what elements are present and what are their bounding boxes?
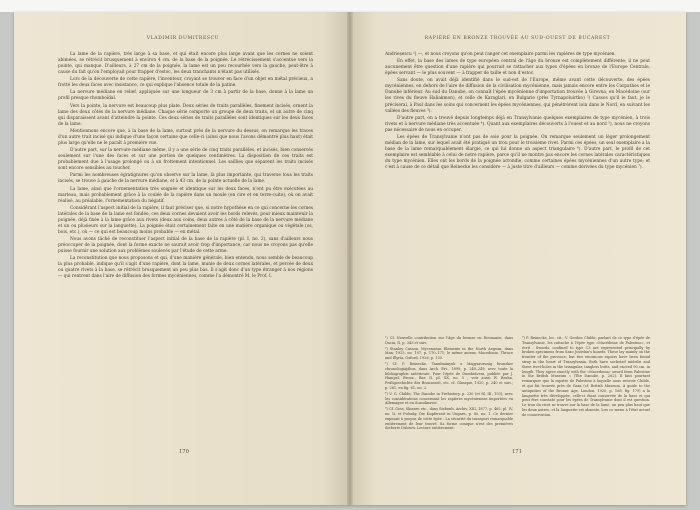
paragraph: En effet, la base des lames de type européen central de l'âge du bronze est complètement différente; il ne peut aucunement être question d'une rapière qui pourrait se rattacher aux types d'épées en bronze de l'Europe Centrale, épées servant — le plus souvent — à frapper de taille et non d'estoc. — [385, 59, 650, 77]
paragraph: D'autre part, sur la nervure médiane même, il y a une série de cinq traits parallèles, et incisés, bien conservés seulement sur l'une des faces et sur une portion de quelques centimètres. La disposition de ces traits est probablement due à l'usage prolongé ou à un frottement intentionnel. Les saillies que séparent les traits incisés sont encore sensibles au toucher. — [58, 148, 313, 172]
left-page-number: 170 — [179, 449, 189, 455]
paragraph: La lame de la rapière, très large à sa base, et qui était encore plus large avant que les cornes ne soient abimées, se rétrécit brusquement à environ 4 cm. de la base de la poignée. Le rétrécissement s'accentue vers la pointe, qui manque. D'ailleurs, à 27 cm de la poignée, la lame est un peu recourbée vers la gauche, peut-être à cause du fait qu'on l'employait pour frapper d'estoc, les deux tranchants n'étant pas utilisés. — [58, 52, 313, 76]
paragraph: La nervure médiane en relief, appliquée sur une longueur de 3 cm à partir de la base, donne à la lame un profil presque rhomboïdal. — [58, 90, 313, 102]
left-page — [14, 12, 350, 505]
right-page-body — [385, 52, 650, 172]
paragraph: Les épées de Transylvanie n'ont pas de soie pour la poignée. On remarque seulement un léger prolongement médian de la lame, sur lequel avait été pratiqué un trou pour le troisième rivet. Parmi ces épées, un seul exemplaire a la base de la lame remarquablement élargie, ce qui lui donne un aspect triangulaire ⁶). D'autre part, le profil de cet exemplaire est semblable à celui de notre rapière, parce qu'il ne montre pas encore les cornes latérales caractéristiques du type mycénien. Elles ont les bords de la poignée arrondie, comme certaines épées mycéniennes d'un autre type; et c'est à cause de ce détail que Reinecke les considère — à juste titre d'ailleurs — comme dérivées du type mycénien ⁷). — [385, 134, 650, 171]
footnote: ¹) Cf. Nouvelle contribution sur l'âge du bronze en Roumanie, dans Dacia, II, p. 343 et suiv. — [385, 336, 513, 345]
paragraph: D'autre part, on a trouvé depuis longtemps déjà en Transylvanie quelques exemplaires de type mycénien, à trois rivets et à nervure médiane très accentuée ⁴). Quant aux exemplaires découverts à l'ouest et au nord ⁵), nous ne croyons pas nécessaire de nous en occuper. — [385, 115, 650, 133]
paragraph: Lors de la découverte de cette rapière, l'inventeur, croyant se trouver en face d'un objet en métal précieux, a frotté les deux faces avec insistance, ce qui explique l'absence totale de la patine. — [58, 77, 313, 89]
footnotes-column-right — [522, 336, 650, 419]
open-book-spread — [14, 12, 686, 505]
footnote: ²) Stanley Casson, Mycenaean Elements in the North Aegean, dans Man, 1925, no. 107, p. 170–171; le même auteur, Macedonia, Thrace and Illyria, Oxford, 1926, p. 135. — [385, 346, 513, 361]
paragraph: Nous avons tâché de reconstituer l'aspect initial de la base de la rapière (pl. I, no. 2), sans d'ailleurs nous préoccuper de la poignée, dont la forme exacte ne saurait avoir trop d'importance, car nous ne croyons pas qu'elle puisse fournir une solution aux problèmes soulevés par l'étude de cette arme. — [58, 237, 313, 255]
paragraph: Sans doute, on avait déjà identifié dans le sud-est de l'Europe, même avant cette découverte, des épées mycéniennes, en dehors de l'aire de diffusion de la civilisation mycénienne, mais jamais encore entre les Carpathes et le Danube inférieur. Au sud du Danube, on connaît l'épée mycénienne d'importation trouvée à Girevna, en Macédoine (sur les rives du fleuve Haliakmon), et celle de Karaglari, en Bulgarie (près Tyrnapoluirtko) ²) Cassos qu'il le faut, je le préciserai, à Paul dans les soins qui concernent les épées mycéniennes, qui pénétrèrent loin dans le Nord, en suivant les vallées des fleuves ³). — [385, 78, 650, 114]
left-page-body — [58, 52, 313, 282]
left-running-head: VLADIMIR DUMITRESCU — [146, 36, 220, 41]
footnote: ³) Cf. P. Reinecke, Tanulmányok a Magyarország bronzkor chronologiájához, dans Arch. Ert., 1899, p. 240–249; avec toute la bibliographie antérieure. Pour l'épée de Dumbrăveni, publiée par J. Hampel, Bronz., Bar. II, pl. XX, no. 5 ; voir aussi W. Bruhn, Frühgeschichte des Bronzezeit, etc. cf. Glasspie, 1920, p. 240 et suiv.; p. 261, en fig. 61, no. 2. — [385, 361, 513, 390]
footnotes-column-left — [385, 336, 513, 432]
paragraph: La lame, ainsi que l'ornementation très soignée et identique sur les deux faces, n'ont pu être exécutées au marteau, mais probablement grâce à la coulée de la rapière dans un moule (en cire et en terre-cuite), où on avait réalisé, au préalable, l'ornementation du négatif. — [58, 186, 313, 204]
paragraph: Andrieșescu ¹) —, et nous croyons qu'on peut ranger cet exemplaire parmi les rapières de type mycénien. — [385, 52, 616, 57]
right-page-number: 171 — [512, 449, 522, 455]
paragraph: Vers la pointe, la nervure est beaucoup plus plate. Deux séries de traits parallèles, finement incisés, ornent la lame des deux côtés de la nervure médiane. Chaque série comporte un groupe de deux traits, et un autre de cinq qui disparaissent avant d'atteindre la pointe. Ces deux séries de traits parallèles sont identiques sur les deux faces de la lame. — [58, 103, 313, 127]
footnote: ⁵) Cf. Goss, Skizzen etc., dans Siebenb. Archiv, XIII, 1877, p. 465, pl. IV, no. II, et Pulszky, Die Kupferzeit in Ungarn, p. 80, no. 1. Ce dernier exposait à propos de cette épée : La sécurité du transport remarquable entièrement de leur trouvé. Sa forme conique n'est des premières Sieberte Dubrow. Lecture entièrement. — [385, 407, 513, 431]
paragraph: Parmi les nombreuses égratignures qu'on observe sur la lame, là plus importante, qui traverse tous les traits incisés, se trouve à gauche de la nervure médiane, et à 43 cm. de la pointe actuelle de la lame. — [58, 173, 313, 185]
right-page — [350, 12, 686, 505]
scanner-top-edge — [0, 0, 700, 12]
right-running-head: RAPIÈRE EN BRONZE TROUVÉE AU SUD-OUEST DE BUCAREST — [424, 36, 611, 41]
paragraph: Mentionnons encore que, à la base de la lame, surtout près de la nervure du dessus, on remarque les traces d'un autre trait incisé qui indique d'une façon certaine que celle-ci (ainsi que nous l'avons démontré plus haut) était plus large qu'elle ne le paraît à première vue. — [58, 128, 313, 146]
footnote: ⁴) V. G. Childe, The Danube in Prehistory, p. 230 (et fil, III, 193); avec les considérations concernant les rapières mycéniennes importées en Allemagne et en Scandinavie. — [385, 391, 513, 406]
footnote: ⁶) P. Reinecke, loc. cit.; V. Gordon Childe, parlant de ce type d'épée de Transylvanie, les rattache à l'épée type «Macédoine de Palestine», et écrit : Swords, confined to type C3 are represented principally by broken specimens from Saxo Jouvdan's hoards. These lay mainly on the frontier of the province; but two enormous rapiers have been found stray in the heart of Transylvania. Both have socketed midribs and three rivet-holes in the triangular, tangless butts, and exceed 90 cm. in length. They agree exactly with the «Macedonia» sword from Palestine in the British Museum » (The Danube, p. 262). Il faut pourtant remarquer que la rapière de Palestine à laquelle nous renvoie Childe, et qui fut trouvée près de Gaza (cf. British Museum, A guide to the antiquities of the Bronze Age, London, 1920, p. 168, fig. 179) a la languette très développée, celle-ci étant conservée de la base et qui peut être constaté pour les épées de Transylvanie dont il est question. Le trou du rivet se trouve sur la base de la lame, un peu plus haut que les deux autres, et la languette est absente, lors ce menu à l'état actuel de conservation. — [522, 336, 650, 417]
book-gutter — [347, 12, 353, 505]
paragraph: La reconstitution que nous proposons et qui, d'une manière générale, bien entendu, nous semble de beaucoup la plus probable, indique qu'il s'agit d'une rapière, dont la lame, munie de deux cornes latérales, et percée de deux ou quatre rivets à la base, se rétrécit brusquement un peu plus bas. Il s'agit donc d'un type étranger à nos régions — qui rentrent dans l'aire de diffusion des formes mycéniennes, comme l'a démontré M. le Prof. I. — [58, 256, 313, 280]
paragraph: Considérant l'aspect initial de la rapière, il faut préciser que, si notre hypothèse en ce qui concerne les cornes latérales de la base de la lame est fondée, ces deux cornes devaient avoir les bords relevés, pour mieux maintenir la poignée, déjà fixée à la lame grâce aux rivets (deux aux coins, deux autres à côté de la base de la nervure médiane et un ou plusieurs sur la languette). La poignée était certainement faite en une matière organique ou végétale (os, bois, etc.), où — ce qui est beaucoup moins probable — en métal. — [58, 205, 313, 235]
